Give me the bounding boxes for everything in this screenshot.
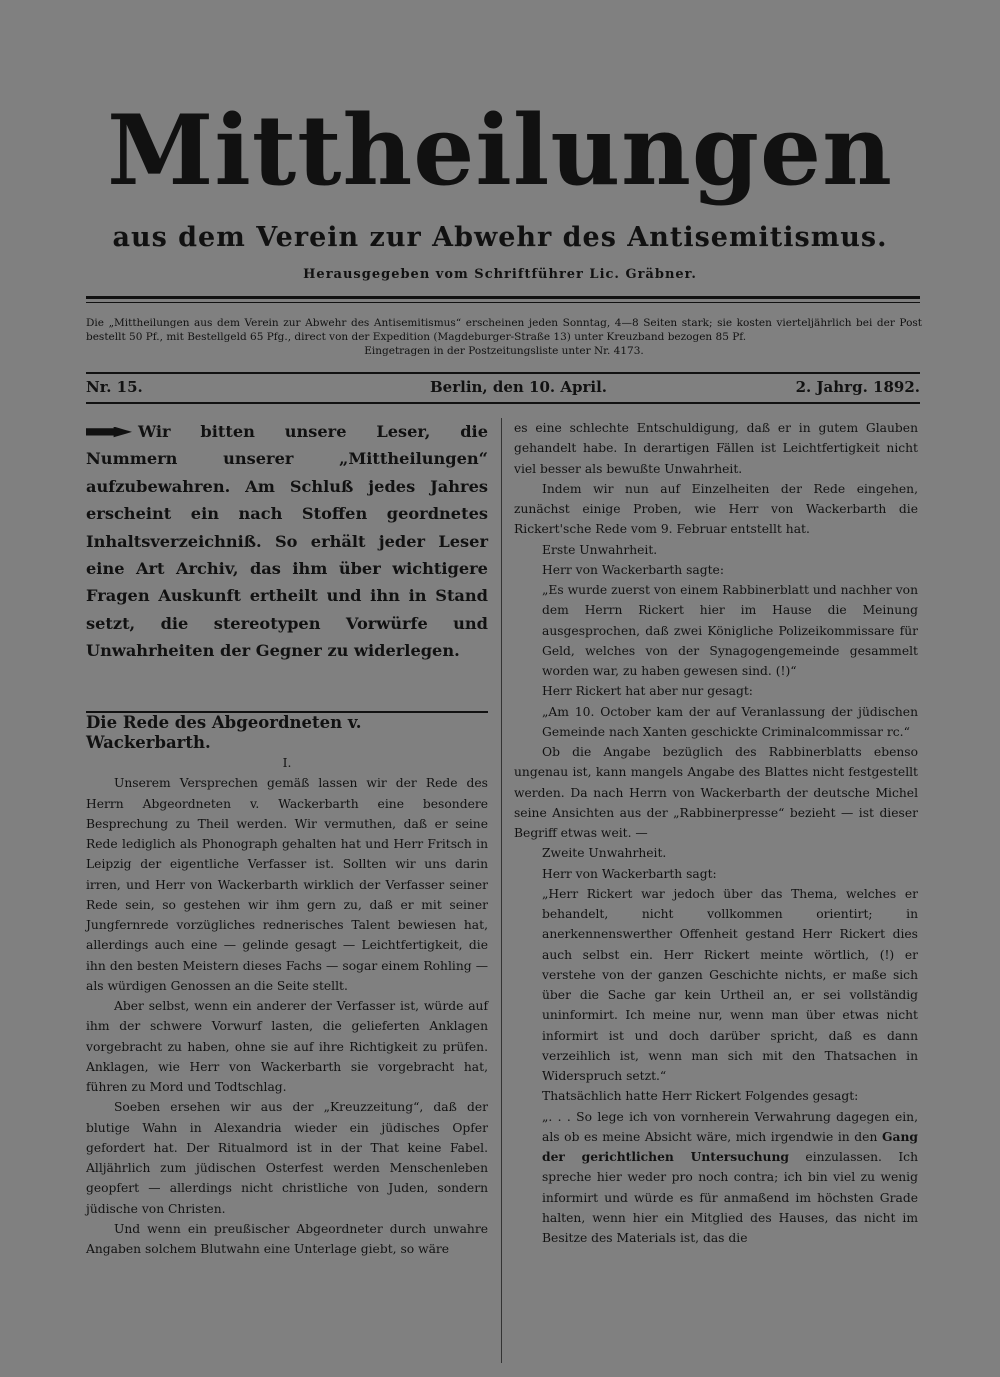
subscription-info <box>86 316 922 358</box>
speaker-line: Herr Rickert hat aber nur gesagt: <box>542 684 753 699</box>
article-paragraph: Indem wir nun auf Einzelheiten der Rede eingehen, zunächst einige Proben, wie Herr von Wackerbarth die Rickert'sche Rede vom 9. Februar entstellt hat. <box>514 481 918 537</box>
masthead-subtitle: aus dem Verein zur Abwehr des Antisemitismus. <box>112 222 888 253</box>
subscription-text: Die „Mittheilungen aus dem Verein zur Abwehr des Antisemitismus“ erscheinen jeden Sonntag, 4—8 Seiten stark; sie kosten vierteljährlich bei der Post bestellt 50 Pf., mit Bestellgeld 65 Pfg., direct von der Expedition (Magdeburger-Straße 13) unter Kreuzband bezogen 85 Pf. <box>86 317 922 343</box>
speaker-line: Thatsächlich hatte Herr Rickert Folgendes gesagt: <box>542 1089 859 1104</box>
article-paragraph: Und wenn ein preußischer Abgeordneter durch unwahre Angaben solchem Blutwahn eine Unterlage giebt, so wäre <box>86 1221 488 1257</box>
quotation-part: „. . . So lege ich von vornherein Verwahrung dagegen ein, als ob es meine Absicht wäre, mich irgendwie in den <box>542 1109 918 1144</box>
article-paragraph: Soeben ersehen wir aus der „Kreuzzeitung“, daß der blutige Wahn in Alexandria wieder ein jüdisches Opfer gefordert hat. Der Ritualmord ist in der That keine Fabel. Alljährlich zum jüdischen Osterfest werden Menschenleben geopfert — allerdings nicht christliche von Juden, sondern jüdische von Christen. <box>86 1100 488 1216</box>
quotation: „Am 10. October kam der auf Veranlassung der jüdischen Gemeinde nach Xanten geschickte Criminalcommissar rc.“ <box>542 704 918 739</box>
reader-notice-text: Wir bitten unsere Leser, die Nummern unserer „Mittheilungen“ aufzubewahren. Am Schluß jedes Jahres erscheint ein nach Stoffen geordnetes Inhaltsverzeichniß. So erhält jeder Leser eine Art Archiv, das ihm über wichtigere Fragen Auskunft ertheilt und ihn in Stand setzt, die stereotypen Vorwürfe und Unwahrheiten der Gegner zu widerlegen. <box>86 422 488 661</box>
info-rule <box>86 372 920 374</box>
article-paragraph: Aber selbst, wenn ein anderer der Verfasser ist, würde auf ihm der schwere Vorwurf lasten, die gelieferten Anklagen vorgebracht zu haben, ohne sie auf ihre Richtigkeit zu prüfen. Anklagen, wie Herr von Wackerbarth sie vorgebracht hat, führen zu Mord und Todtschlag. <box>86 999 488 1095</box>
quotation-emphasis: Gang der gerichtlichen Untersuchung <box>542 1128 918 1164</box>
speaker-line: Herr von Wackerbarth sagt: <box>542 866 717 881</box>
quotation-part: einzulassen. Ich spreche hier weder pro noch contra; ich bin viel zu wenig informirt und würde es für anmaßend im höchsten Grade halten, wenn hier ein Mitglied des Hauses, das nicht im Besitze des Materials ist, das die <box>542 1150 918 1245</box>
issue-place-date: Berlin, den 10. April. <box>430 378 607 396</box>
subheading-first-untruth: Erste Unwahrheit. <box>542 542 658 557</box>
issue-number: Nr. 15. <box>86 378 143 396</box>
section-numeral: I. <box>282 756 292 771</box>
header-rule-thin <box>86 302 920 303</box>
article-paragraph: Unserem Versprechen gemäß lassen wir der Rede des Herrn Abgeordneten v. Wackerbarth eine besondere Besprechung zu Theil werden. Wir vermuthen, daß er seine Rede lediglich als Phonograph gehalten hat und Herr Fritsch in Leipzig der eigentliche Verfasser ist. Sollten wir uns darin irren, und Herr von Wackerbarth wirklich der Verfasser seiner Rede sein, so gestehen wir ihm gern zu, daß er mit seiner Jungfernrede vorzügliches rednerisches Talent bewiesen hat, allerdings auch eine — gelinde gesagt — Leichtfertigkeit, die ihn den besten Meistern dieses Fachs — sogar einem Rohling — als würdigen Genossen an die Seite stellt. <box>86 776 488 993</box>
article-paragraph: Ob die Angabe bezüglich des Rabbinerblatts ebenso ungenau ist, kann mangels Angabe des Blattes nicht festgestellt werden. Da nach Herrn von Wackerbarth der deutsche Michel seine Ansichten aus der „Rabbinerpresse“ bezieht — ist dieser Begriff etwas weit. — <box>514 745 918 840</box>
pointing-hand-icon <box>86 427 132 439</box>
issue-year: 2. Jahrg. 1892. <box>795 378 920 396</box>
column-divider <box>501 418 502 1363</box>
masthead-title: Mittheilungen <box>107 94 893 207</box>
quotation: „Es wurde zuerst von einem Rabbinerblatt und nachher von dem Herrn Rickert hier im Hause die Meinung ausgesprochen, daß zwei Königliche Polizeikommissare für Geld, welches von der Synagogengemeinde gesammelt worden war, zu haben gewesen sind. (!)“ <box>542 583 918 678</box>
issue-rule <box>86 402 920 404</box>
registration-text: Eingetragen in der Postzeitungsliste unter Nr. 4173. <box>364 345 644 357</box>
quotation <box>514 1107 918 1249</box>
editor-line: Herausgegeben vom Schriftführer Lic. Gräbner. <box>303 267 697 282</box>
speaker-line: Herr von Wackerbarth sagte: <box>542 562 724 577</box>
right-column <box>514 418 918 1248</box>
quotation: „Herr Rickert war jedoch über das Thema, welches er behandelt, nicht vollkommen orientirt; in anerkennenswerther Offenheit gestand Herr Rickert dies auch selbst ein. Herr Rickert meinte wörtlich, (!) er verstehe von der ganzen Geschichte nichts, er maße sich über die Sache gar kein Urtheil an, er sei vollständig uninformirt. Ich meine nur, wenn man über etwas nicht informirt ist und doch darüber spricht, daß es dann verzeihlich ist, wenn man sich mit den Thatsachen in Widerspruch setzt.“ <box>542 886 918 1083</box>
subheading-second-untruth: Zweite Unwahrheit. <box>542 846 667 861</box>
article-paragraph: es eine schlechte Entschuldigung, daß er in gutem Glauben gehandelt habe. In derartigen Fällen ist Leichtfertigkeit nicht viel besser als bewußte Unwahrheit. <box>514 421 918 476</box>
article-title: Die Rede des Abgeordneten v. Wackerbarth. <box>86 712 362 752</box>
reader-notice <box>86 418 488 665</box>
left-column <box>86 418 488 1259</box>
header-rule-thick <box>86 296 920 299</box>
issue-line <box>86 378 920 400</box>
